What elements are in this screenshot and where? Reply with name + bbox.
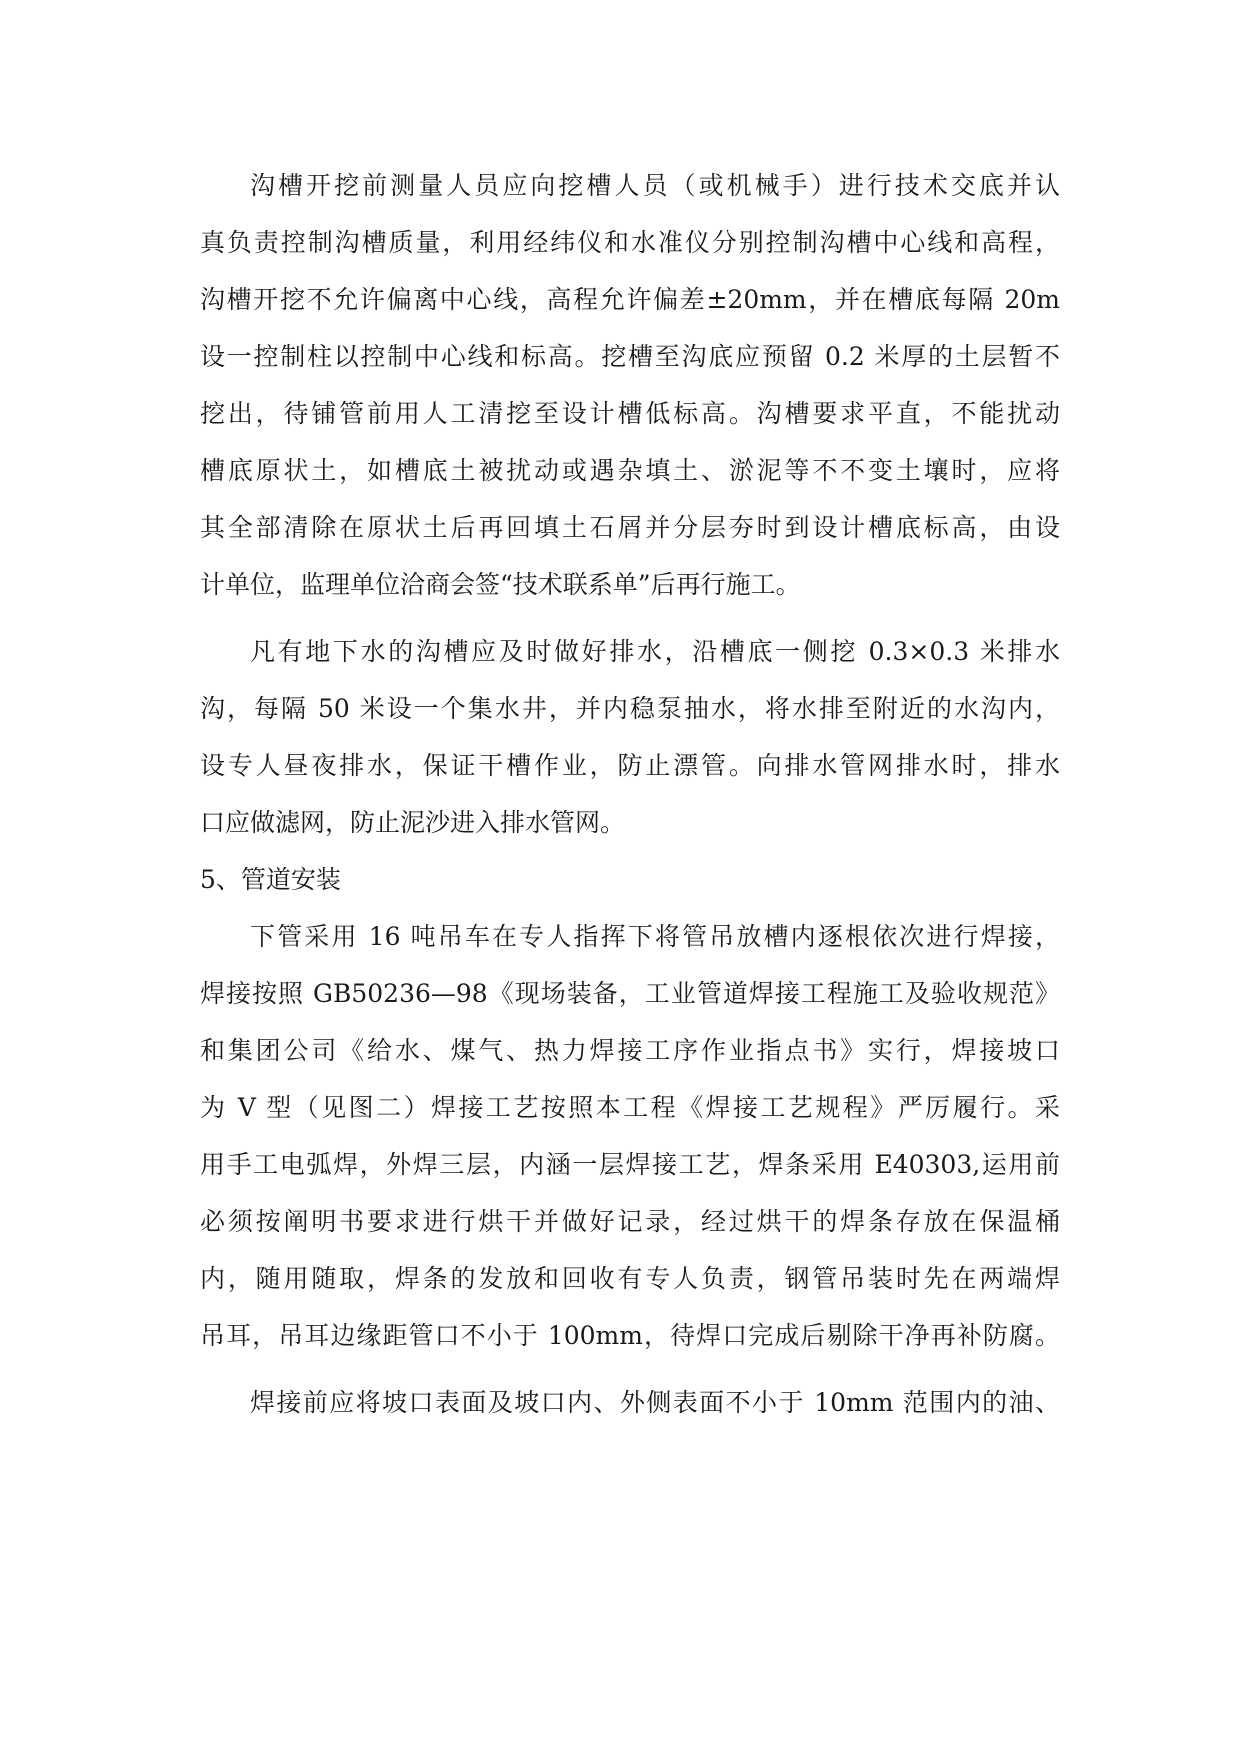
text-line: 必须按阐明书要求进行烘干并做好记录，经过烘干的焊条存放在保温桶 (200, 1207, 1060, 1236)
section-heading: 5、管道安装 (200, 865, 341, 894)
text-line: 其全部清除在原状土后再回填土石屑并分层夯时到设计槽底标高，由设 (200, 513, 1060, 542)
text-line: 沟，每隔 50 米设一个集水井，并内稳泵抽水，将水排至附近的水沟内， (200, 694, 1060, 723)
text-line: 和集团公司《给水、煤气、热力焊接工序作业指点书》实行，焊接坡口 (200, 1036, 1060, 1065)
paragraph-trench-excavation (200, 157, 1060, 613)
text-line: 吊耳，吊耳边缘距管口不小于 100mm，待焊口完成后剔除干净再补防腐。 (200, 1321, 1060, 1350)
paragraph-spacer (200, 613, 1060, 623)
text-line: 焊接按照 GB50236—98《现场装备，工业管道焊接工程施工及验收规范》 (200, 979, 1060, 1008)
text-line: 口应做滤网，防止泥沙进入排水管网。 (200, 808, 626, 837)
text-line: 为 V 型（见图二）焊接工艺按照本工程《焊接工艺规程》严厉履行。采 (200, 1093, 1060, 1122)
text-line: 沟槽开挖不允许偏离中心线，高程允许偏差±20mm，并在槽底每隔 20m (200, 285, 1060, 314)
paragraph-drainage (200, 623, 1060, 851)
text-line: 凡有地下水的沟槽应及时做好排水，沿槽底一侧挖 0.3×0.3 米排水 (250, 637, 1060, 666)
text-line: 挖出，待铺管前用人工清挖至设计槽低标高。沟槽要求平直，不能扰动 (200, 399, 1060, 428)
text-line: 槽底原状土，如槽底土被扰动或遇杂填土、淤泥等不不变土壤时，应将 (200, 456, 1060, 485)
document-body (200, 157, 1060, 1431)
text-line: 设一控制柱以控制中心线和标高。挖槽至沟底应预留 0.2 米厚的土层暂不 (200, 342, 1060, 371)
text-line: 下管采用 16 吨吊车在专人指挥下将管吊放槽内逐根依次进行焊接， (250, 922, 1060, 951)
text-line: 内，随用随取，焊条的发放和回收有专人负责，钢管吊装时先在两端焊 (200, 1264, 1060, 1293)
text-line: 沟槽开挖前测量人员应向挖槽人员（或机械手）进行技术交底并认 (250, 171, 1060, 200)
text-line: 用手工电弧焊，外焊三层，内涵一层焊接工艺，焊条采用 E40303,运用前 (200, 1150, 1060, 1179)
paragraph-pipe-installation (200, 908, 1060, 1364)
text-line: 设专人昼夜排水，保证干槽作业，防止漂管。向排水管网排水时，排水 (200, 751, 1060, 780)
text-line: 真负责控制沟槽质量，利用经纬仪和水准仪分别控制沟槽中心线和高程， (200, 228, 1060, 257)
paragraph-welding-prep (200, 1374, 1060, 1431)
text-line: 焊接前应将坡口表面及坡口内、外侧表面不小于 10mm 范围内的油、 (250, 1388, 1060, 1417)
text-line: 计单位，监理单位洽商会签“技术联系单”后再行施工。 (200, 570, 801, 599)
paragraph-spacer (200, 1364, 1060, 1374)
